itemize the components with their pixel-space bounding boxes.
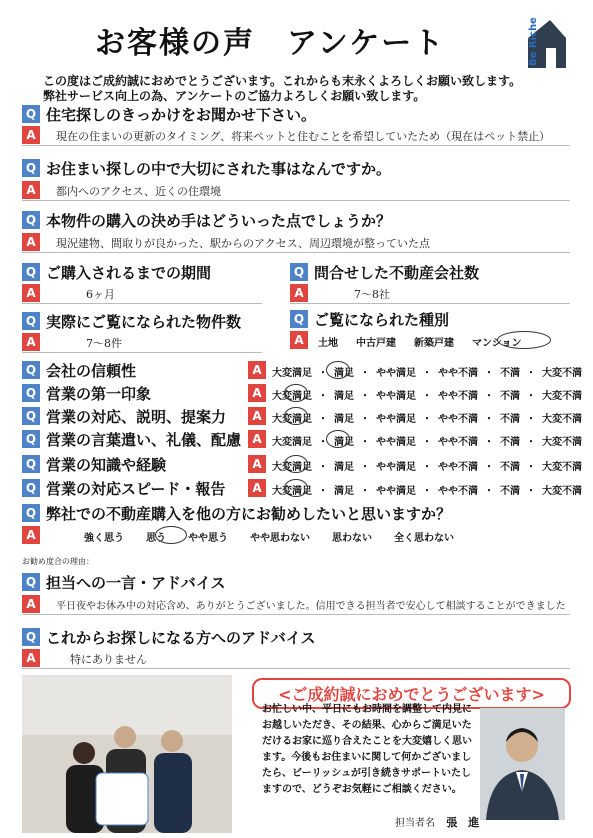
question-text: ご覧になられた種別 [314, 310, 450, 329]
q-badge: Q [22, 628, 40, 646]
a-badge: A [22, 333, 40, 351]
rating-option: やや不満 [438, 414, 478, 425]
answer-2 [22, 180, 570, 201]
answer-text: 都内へのアクセス、近くの住環境 [56, 185, 221, 198]
rating-option: 不満 [500, 486, 520, 497]
rating-option: やや不満 [438, 462, 478, 473]
rating-scale [272, 433, 588, 448]
question-5 [290, 262, 479, 282]
rating-label: 会社の信頼性 [46, 361, 137, 380]
separator-dot: ・ [484, 414, 494, 425]
type-option: マンション [472, 338, 522, 349]
a-badge: A [22, 126, 40, 144]
rating-option: 満足 [334, 437, 354, 448]
rating-scale [272, 482, 588, 497]
staff-label: 担当者名 [395, 818, 435, 829]
q-badge: Q [22, 211, 40, 229]
separator-dot: ・ [360, 462, 370, 473]
a-badge: A [22, 284, 40, 302]
a-badge: A [22, 181, 40, 199]
a-badge: A [22, 233, 40, 251]
a-badge: A [290, 331, 308, 349]
recommend-option: やや思わない [250, 533, 310, 544]
rating-option: 大変満足 [272, 437, 312, 448]
answer-text: 特にありません [70, 653, 147, 666]
separator-dot: ・ [422, 368, 432, 379]
separator-dot: ・ [360, 437, 370, 448]
a-badge: A [248, 430, 266, 448]
separator-dot: ・ [318, 486, 328, 497]
rating-option: やや満足 [376, 437, 416, 448]
a-badge: A [22, 595, 40, 613]
rating-option: やや満足 [376, 486, 416, 497]
separator-dot: ・ [484, 462, 494, 473]
answer-6 [22, 332, 262, 353]
separator-dot: ・ [484, 437, 494, 448]
separator-dot: ・ [526, 486, 536, 497]
separator-dot: ・ [484, 486, 494, 497]
q-badge: Q [290, 310, 308, 328]
q-badge: Q [22, 361, 40, 379]
answer-text: 7〜8件 [86, 337, 122, 350]
rating-option: やや満足 [376, 368, 416, 379]
rating-option: 大変満足 [272, 414, 312, 425]
rating-option: 不満 [500, 414, 520, 425]
a-badge: A [22, 526, 40, 544]
type-option: 土地 [318, 338, 338, 349]
q-badge: Q [290, 263, 308, 281]
separator-dot: ・ [484, 391, 494, 402]
rating-option: やや満足 [376, 414, 416, 425]
rating-option: 不満 [500, 462, 520, 473]
staff-photo [480, 708, 565, 820]
recommend-option: 思う [146, 533, 166, 544]
rating-scale [272, 410, 588, 425]
a-badge: A [248, 384, 266, 402]
rating-option: やや不満 [438, 391, 478, 402]
rating-option: やや満足 [376, 391, 416, 402]
selection-circle [284, 384, 308, 402]
rating-option: 満足 [334, 391, 354, 402]
answer-recommend [22, 525, 570, 545]
q-badge: Q [22, 159, 40, 177]
rating-option: 不満 [500, 368, 520, 379]
separator-dot: ・ [422, 391, 432, 402]
separator-dot: ・ [360, 486, 370, 497]
answer-future-advice [22, 648, 570, 669]
a-badge: A [248, 407, 266, 425]
separator-dot: ・ [422, 414, 432, 425]
rating-option: 不満 [500, 391, 520, 402]
rating-scale [272, 458, 588, 473]
separator-dot: ・ [422, 486, 432, 497]
q-badge: Q [22, 430, 40, 448]
rating-option: 大変不満 [542, 414, 582, 425]
q-badge: Q [22, 384, 40, 402]
recommend-option: 思わない [332, 533, 372, 544]
rating-option: やや不満 [438, 437, 478, 448]
question-future-advice [22, 627, 316, 647]
answer-text: 現況建物、間取りが良かった、駅からのアクセス、周辺環境が整っていた点 [56, 237, 430, 250]
question-text: これからお探しになる方へのアドバイス [46, 628, 316, 647]
recommend-option: やや思う [188, 533, 228, 544]
rating-option: 大変満足 [272, 486, 312, 497]
question-staff-advice [22, 572, 226, 592]
rating-label: 営業の言葉遣い、礼儀、配慮 [46, 430, 242, 449]
q-badge: Q [22, 573, 40, 591]
intro-line-2: 弊社サービス向上の為、アンケートのご協力よろしくお願い致します。 [43, 89, 426, 103]
rating-label: 営業の第一印象 [46, 384, 152, 403]
logo-text: Be Riche [528, 17, 539, 66]
a-badge: A [248, 479, 266, 497]
intro-line-1: この度はご成約誠におめでとうございます。これからも末永くよろしくお願い致します。 [43, 74, 522, 88]
q-badge: Q [22, 455, 40, 473]
rating-option: 大変不満 [542, 391, 582, 402]
question-recommend [22, 503, 451, 523]
selection-circle [284, 455, 308, 473]
rating-option: 満足 [334, 414, 354, 425]
rating-option: 不満 [500, 437, 520, 448]
separator-dot: ・ [318, 462, 328, 473]
rating-scale [272, 387, 588, 402]
a-badge: A [248, 361, 266, 379]
rating-option: 満足 [334, 486, 354, 497]
staff-name-line [395, 814, 479, 830]
recommend-option: 強く思う [84, 533, 124, 544]
selection-circle [284, 407, 308, 425]
question-7 [290, 309, 449, 329]
rating-option: やや不満 [438, 368, 478, 379]
company-logo [520, 14, 566, 68]
question-text: お住まい探しの中で大切にされた事はなんですか。 [46, 159, 392, 178]
separator-dot: ・ [360, 414, 370, 425]
question-3 [22, 210, 391, 230]
staff-message: お忙しい中、平日にもお時間を調整して内見にお越しいただき、その結果、心からご満足いただけるお家に巡り合えたことを大変嬉しく思います。今後もお住まいに関して何かございましたら、ビーリッシュが引き続きサポートいたしますので、どうぞお気軽にご相談ください。 [262, 704, 472, 795]
rating-option: 大変満足 [272, 391, 312, 402]
question-text: 本物件の購入の決め手はどういった点でしょうか？ [46, 211, 392, 230]
separator-dot: ・ [318, 368, 328, 379]
rating-option: 大変不満 [542, 368, 582, 379]
separator-dot: ・ [318, 391, 328, 402]
separator-dot: ・ [318, 437, 328, 448]
type-options [318, 334, 522, 349]
q-badge: Q [22, 407, 40, 425]
rating-option: 大変満足 [272, 368, 312, 379]
answer-text: 6ヶ月 [86, 288, 115, 301]
question-text: 担当への一言・アドバイス [46, 573, 226, 592]
q-badge: Q [22, 504, 40, 522]
question-text: ご購入されるまでの期間 [46, 263, 212, 282]
type-option: 新築戸建 [414, 338, 454, 349]
question-1 [22, 104, 316, 124]
answer-1 [22, 125, 570, 146]
rating-option: 満足 [334, 462, 354, 473]
answer-text: 平日夜やお休み中の対応含め、ありがとうございました。信用できる担当者で安心して相談することができました [56, 601, 566, 612]
question-text: 実際にご覧になられた物件数 [46, 312, 242, 331]
separator-dot: ・ [422, 437, 432, 448]
answer-text: 現在の住まいの更新のタイミング、将来ペットと住むことを希望していたため（現在はペット禁止） [56, 130, 551, 143]
reason-label: お勧め度合の理由： [22, 557, 94, 566]
q-badge: Q [22, 263, 40, 281]
rating-option: やや不満 [438, 486, 478, 497]
question-2 [22, 158, 391, 178]
selection-circle [155, 526, 187, 544]
staff-name: 張 進 [446, 816, 480, 829]
question-6 [22, 311, 241, 331]
rating-option: 大変満足 [272, 462, 312, 473]
answer-4 [22, 283, 262, 304]
separator-dot: ・ [526, 391, 536, 402]
recommend-options [84, 529, 454, 544]
rating-option: 大変不満 [542, 462, 582, 473]
a-badge: A [22, 649, 40, 667]
congrats-banner: <ご成約誠におめでとうございます> [252, 678, 571, 709]
rating-option: 大変不満 [542, 437, 582, 448]
answer-text: 7〜8社 [354, 288, 390, 301]
rating-label: 営業の対応、説明、提案力 [46, 407, 227, 426]
q-badge: Q [22, 312, 40, 330]
separator-dot: ・ [422, 462, 432, 473]
rating-scale [272, 364, 588, 379]
question-text: 弊社での不動産購入を他の方にお勧めしたいと思いますか？ [46, 504, 452, 523]
page-title: お客様の声 アンケート [95, 26, 446, 61]
question-text: 問合せした不動産会社数 [314, 263, 480, 282]
selection-circle [326, 361, 350, 379]
question-text: 住宅探しのきっかけをお聞かせ下さい。 [46, 105, 317, 124]
separator-dot: ・ [526, 462, 536, 473]
answer-5 [290, 283, 570, 304]
answer-3 [22, 232, 570, 253]
separator-dot: ・ [526, 414, 536, 425]
separator-dot: ・ [360, 368, 370, 379]
type-option: 中古戸建 [356, 338, 396, 349]
selection-circle [284, 479, 308, 497]
separator-dot: ・ [318, 414, 328, 425]
q-badge: Q [22, 479, 40, 497]
q-badge: Q [22, 105, 40, 123]
separator-dot: ・ [526, 368, 536, 379]
separator-dot: ・ [526, 437, 536, 448]
rating-option: 満足 [334, 368, 354, 379]
separator-dot: ・ [360, 391, 370, 402]
separator-dot: ・ [484, 368, 494, 379]
rating-option: やや満足 [376, 462, 416, 473]
selection-circle [326, 430, 350, 448]
rating-label: 営業の対応スピード・報告 [46, 479, 226, 498]
question-4 [22, 262, 211, 282]
a-badge: A [248, 455, 266, 473]
selection-circle [497, 331, 551, 349]
rating-label: 営業の知識や経験 [46, 455, 167, 474]
recommend-option: 全く思わない [394, 533, 454, 544]
customer-photo [22, 675, 232, 833]
answer-staff-advice [22, 594, 570, 615]
a-badge: A [290, 284, 308, 302]
rating-option: 大変不満 [542, 486, 582, 497]
